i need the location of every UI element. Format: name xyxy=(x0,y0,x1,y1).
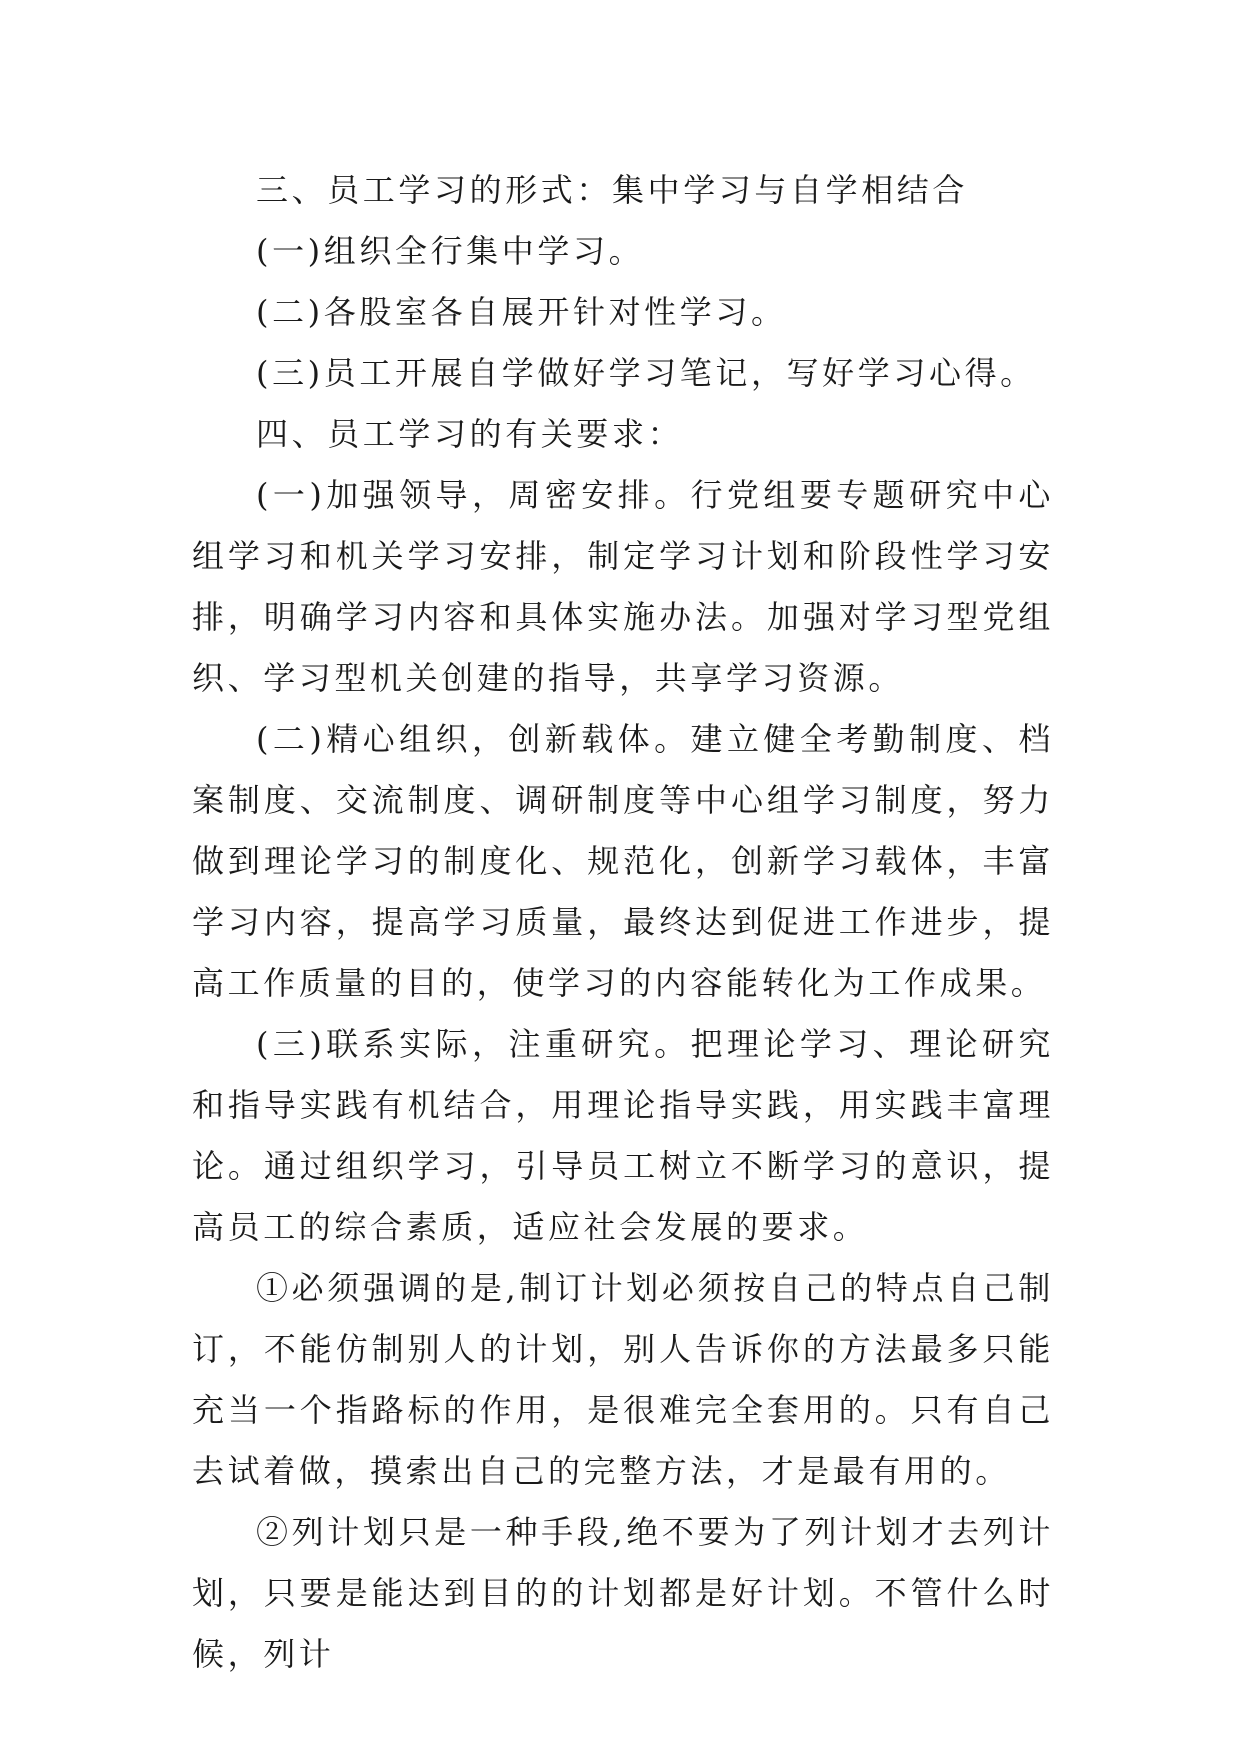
body-paragraph: (二)精心组织，创新载体。建立健全考勤制度、档案制度、交流制度、调研制度等中心组学习制度，努力做到理论学习的制度化、规范化，创新学习载体，丰富学习内容，提高学习质量，最终达到促进工作进步，提高工作质量的目的，使学习的内容能转化为工作成果。 xyxy=(192,720,1054,1002)
note-paragraph: ①必须强调的是,制订计划必须按自己的特点自己制订，不能仿制别人的计划，别人告诉你的方法最多只能充当一个指路标的作用，是很难完全套用的。只有自己去试着做，摸索出自己的完整方法，才是最有用的。 xyxy=(192,1269,1054,1490)
note-paragraph: ②列计划只是一种手段,绝不要为了列计划才去列计划，只要是能达到目的的计划都是好计划。不管什么时候，列计 xyxy=(192,1513,1054,1673)
list-item: (二)各股室各自展开针对性学习。 xyxy=(256,293,787,331)
body-paragraph: (一)加强领导，周密安排。行党组要专题研究中心组学习和机关学习安排，制定学习计划和阶段性学习安排，明确学习内容和具体实施办法。加强对学习型党组织、学习型机关创建的指导，共享学习资源。 xyxy=(192,476,1054,697)
list-item: (一)组织全行集中学习。 xyxy=(256,232,645,270)
document-body xyxy=(192,160,1054,1685)
section-heading-four: 四、员工学习的有关要求： xyxy=(256,415,684,453)
list-item: (三)员工开展自学做好学习笔记，写好学习心得。 xyxy=(256,354,1036,392)
section-heading-three: 三、员工学习的形式：集中学习与自学相结合 xyxy=(256,171,969,209)
body-paragraph: (三)联系实际，注重研究。把理论学习、理论研究和指导实践有机结合，用理论指导实践，用实践丰富理论。通过组织学习，引导员工树立不断学习的意识，提高员工的综合素质，适应社会发展的要求。 xyxy=(192,1025,1054,1246)
